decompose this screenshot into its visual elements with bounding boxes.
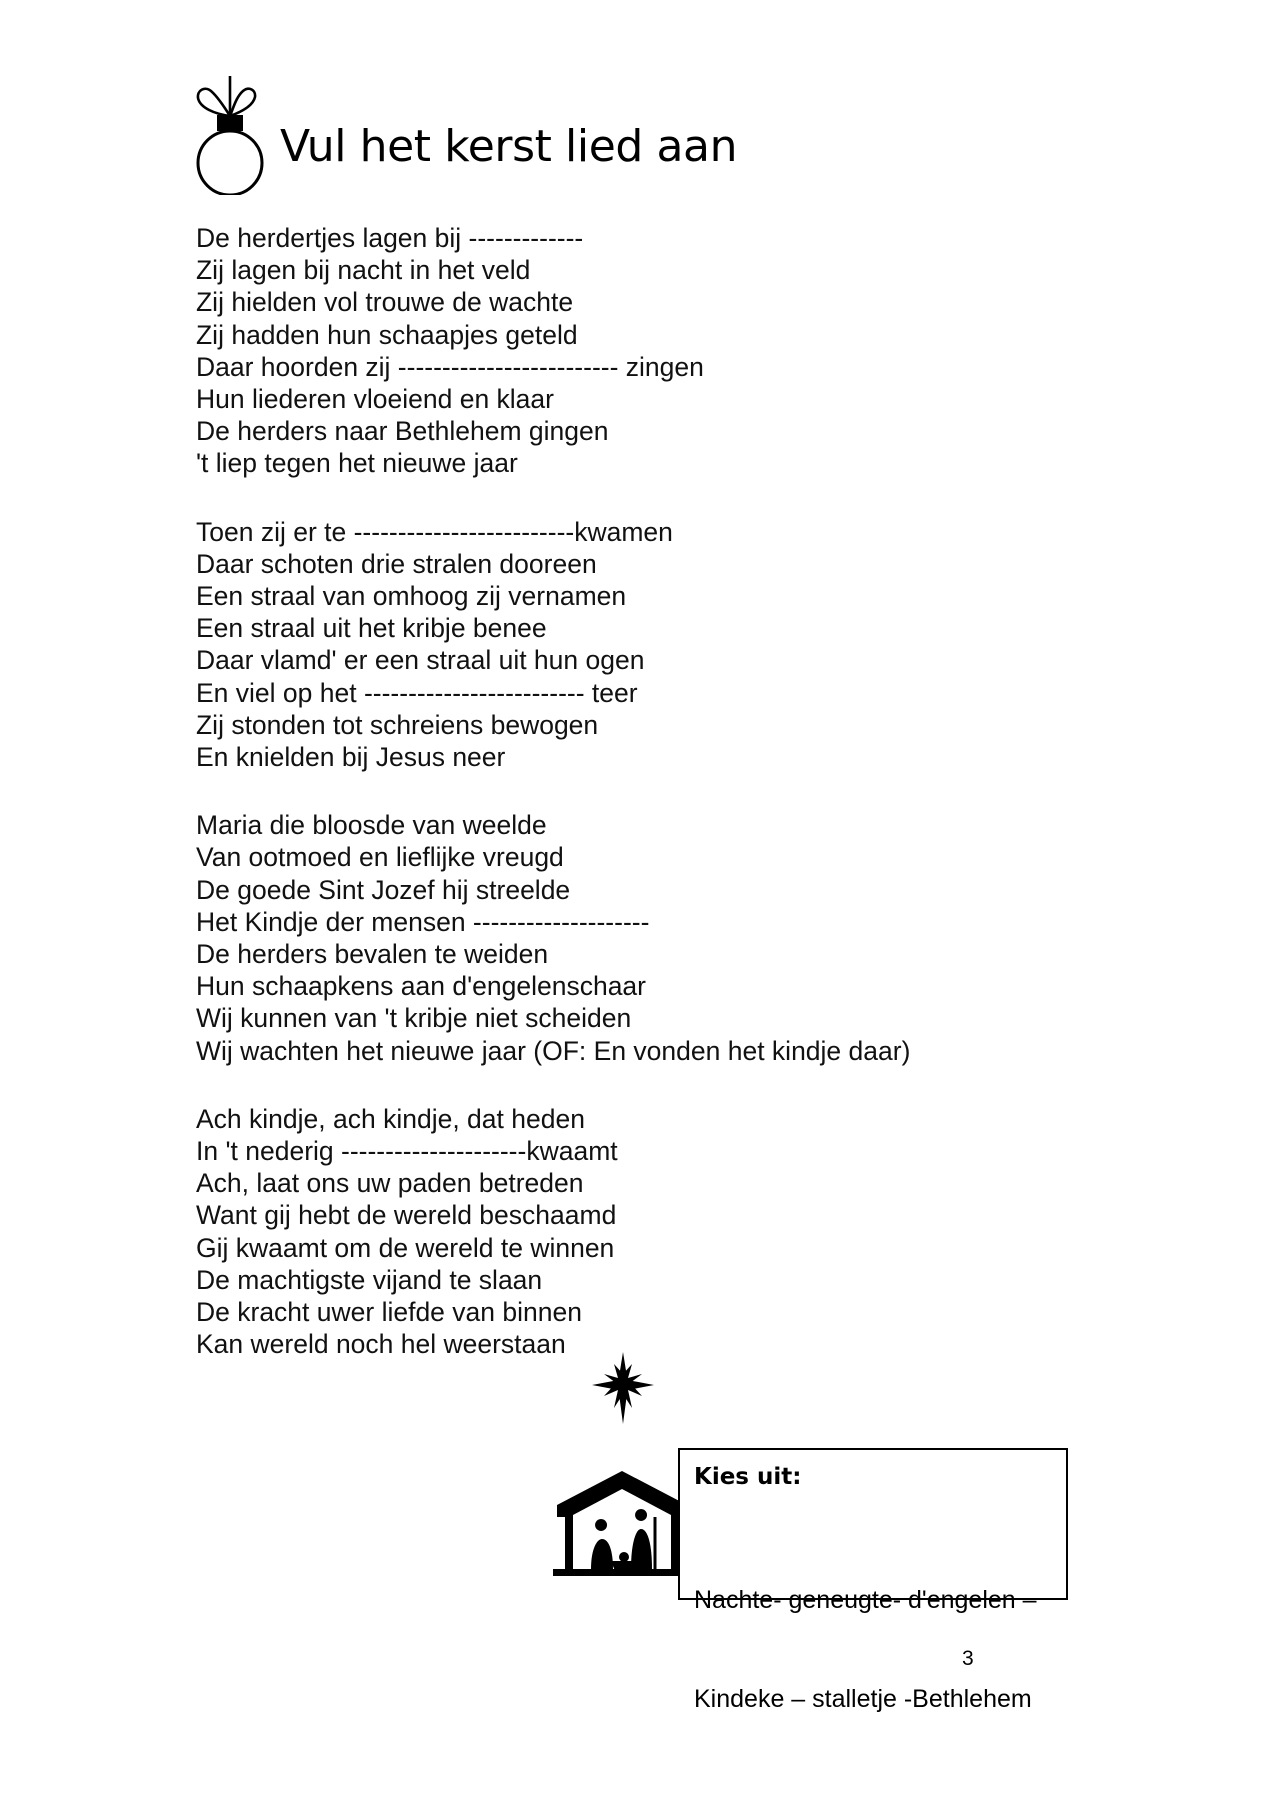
stanza-1	[196, 222, 1096, 480]
stanza-3	[196, 809, 1096, 1067]
lyric-line: Daar vlamd' er een straal uit hun ogen	[196, 645, 645, 676]
lyric-line: Wij kunnen van 't kribje niet scheiden	[196, 1003, 632, 1034]
lyric-line: Want gij hebt de wereld beschaamd	[196, 1200, 617, 1231]
kies-uit-option-line: Kindeke – stalletje -Bethlehem	[694, 1685, 1032, 1713]
lyric-line: Een straal van omhoog zij vernamen	[196, 581, 627, 612]
lyrics-body	[196, 222, 1096, 1361]
lyric-line: Een straal uit het kribje benee	[196, 613, 547, 644]
lyric-line: Het Kindje der mensen --------------------	[196, 906, 650, 937]
christmas-bauble-icon	[175, 70, 285, 195]
lyric-line: 't liep tegen het nieuwe jaar	[196, 448, 518, 479]
lyric-line: De goede Sint Jozef hij streelde	[196, 874, 571, 905]
lyric-line: De herders naar Bethlehem gingen	[196, 416, 609, 447]
lyric-line: Zij hielden vol trouwe de wachte	[196, 287, 574, 318]
nativity-scene-icon	[545, 1465, 700, 1585]
kies-uit-box	[678, 1448, 1068, 1713]
lyric-line: Daar schoten drie stralen dooreen	[196, 548, 597, 579]
lyric-line: Maria die bloosde van weelde	[196, 810, 547, 841]
lyric-line: Van ootmoed en lieflijke vreugd	[196, 842, 564, 873]
kies-uit-options	[694, 1518, 1037, 1782]
lyric-line: En viel op het ------------------------- teer	[196, 677, 638, 708]
lyric-line: De herders bevalen te weiden	[196, 939, 549, 970]
lyric-line: De machtigste vijand te slaan	[196, 1264, 543, 1295]
lyric-line: De herdertjes lagen bij -------------	[196, 223, 584, 253]
lyric-line: Toen zij er te -------------------------kwamen	[196, 516, 673, 547]
kies-uit-title: Kies uit:	[694, 1464, 802, 1490]
lyric-line: Hun liederen vloeiend en klaar	[196, 384, 554, 415]
stanza-2	[196, 516, 1096, 774]
page-number: 3	[962, 1647, 974, 1670]
lyric-line: Hun schaapkens aan d'engelenschaar	[196, 971, 646, 1002]
lyric-line: De kracht uwer liefde van binnen	[196, 1297, 582, 1328]
lyric-line: Zij hadden hun schaapjes geteld	[196, 319, 578, 350]
lyric-line: Kan wereld noch hel weerstaan	[196, 1329, 566, 1360]
page-header	[175, 70, 1075, 200]
kies-uit-option-line: Nachte- geneugte- d'engelen –	[694, 1586, 1037, 1614]
lyric-line: In 't nederig ---------------------kwaamt	[196, 1136, 618, 1167]
lyric-line: Gij kwaamt om de wereld te winnen	[196, 1232, 615, 1263]
lyric-line: Daar hoorden zij ------------------------- zingen	[196, 351, 704, 382]
lyric-line: Zij lagen bij nacht in het veld	[196, 255, 531, 286]
page-title: Vul het kerst lied aan	[280, 121, 738, 172]
lyric-line: Zij stonden tot schreiens bewogen	[196, 709, 599, 740]
star-icon	[592, 1352, 654, 1424]
lyric-line: En knielden bij Jesus neer	[196, 742, 506, 773]
lyric-line: Wij wachten het nieuwe jaar (OF: En vonden het kindje daar)	[196, 1035, 911, 1066]
lyric-line: Ach, laat ons uw paden betreden	[196, 1168, 584, 1199]
lyric-line: Ach kindje, ach kindje, dat heden	[196, 1103, 585, 1134]
stanza-4	[196, 1103, 1096, 1361]
